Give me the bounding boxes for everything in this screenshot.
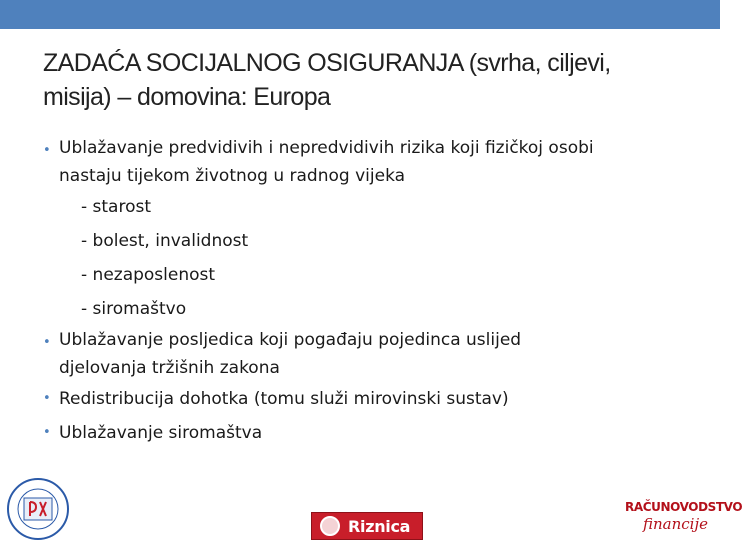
racunovodstvo-logo-text: RAČUNOVODSTVO bbox=[625, 500, 742, 514]
riznica-emblem-icon bbox=[320, 516, 340, 536]
riznica-logo-text: Riznica bbox=[348, 516, 411, 536]
top-accent-bar bbox=[0, 0, 720, 29]
bullet-list bbox=[43, 134, 703, 450]
association-seal-logo bbox=[2, 476, 74, 542]
bullet-item-3 bbox=[43, 382, 703, 416]
bullet-line: djelovanja tržišnih zakona bbox=[59, 358, 280, 378]
bullet-text bbox=[59, 134, 703, 326]
sub-item: - siromaštvo bbox=[81, 299, 187, 319]
bullet-text bbox=[59, 416, 703, 450]
bullet-text bbox=[59, 326, 703, 382]
bullet-line: Ublažavanje predvidivih i nepredvidivih rizika koji fizičkoj osobi bbox=[59, 138, 594, 158]
bullet-item-1 bbox=[43, 134, 703, 326]
footer-logos bbox=[0, 470, 742, 540]
bullet-dot-icon: • bbox=[43, 335, 51, 350]
bullet-line: Redistribucija dohotka (tomu služi mirovinski sustav) bbox=[59, 389, 509, 409]
bullet-dot-icon: • bbox=[43, 143, 51, 158]
sub-item: - bolest, invalidnost bbox=[81, 231, 249, 251]
bullet-line: Ublažavanje siromaštva bbox=[59, 423, 263, 443]
slide-title bbox=[43, 46, 693, 114]
bullet-dot-icon: • bbox=[43, 425, 51, 440]
slide-title-line-2: misija) – domovina: Europa bbox=[43, 83, 331, 111]
bullet-dot-icon: • bbox=[43, 391, 51, 406]
sub-item: - nezaposlenost bbox=[81, 265, 216, 285]
bullet-line: nastaju tijekom životnog u radnog vijeka bbox=[59, 166, 406, 186]
sub-item: - starost bbox=[81, 197, 152, 217]
bullet-item-4 bbox=[43, 416, 703, 450]
bullet-item-2 bbox=[43, 326, 703, 382]
racunovodstvo-financije-logo bbox=[625, 498, 742, 544]
riznica-logo bbox=[311, 512, 423, 540]
financije-logo-text: financije bbox=[643, 515, 708, 533]
bullet-line: Ublažavanje posljedica koji pogađaju pojedinca uslijed bbox=[59, 330, 522, 350]
slide-title-line-1: ZADAĆA SOCIJALNOG OSIGURANJA (svrha, ciljevi, bbox=[43, 49, 611, 77]
bullet-text bbox=[59, 382, 703, 416]
